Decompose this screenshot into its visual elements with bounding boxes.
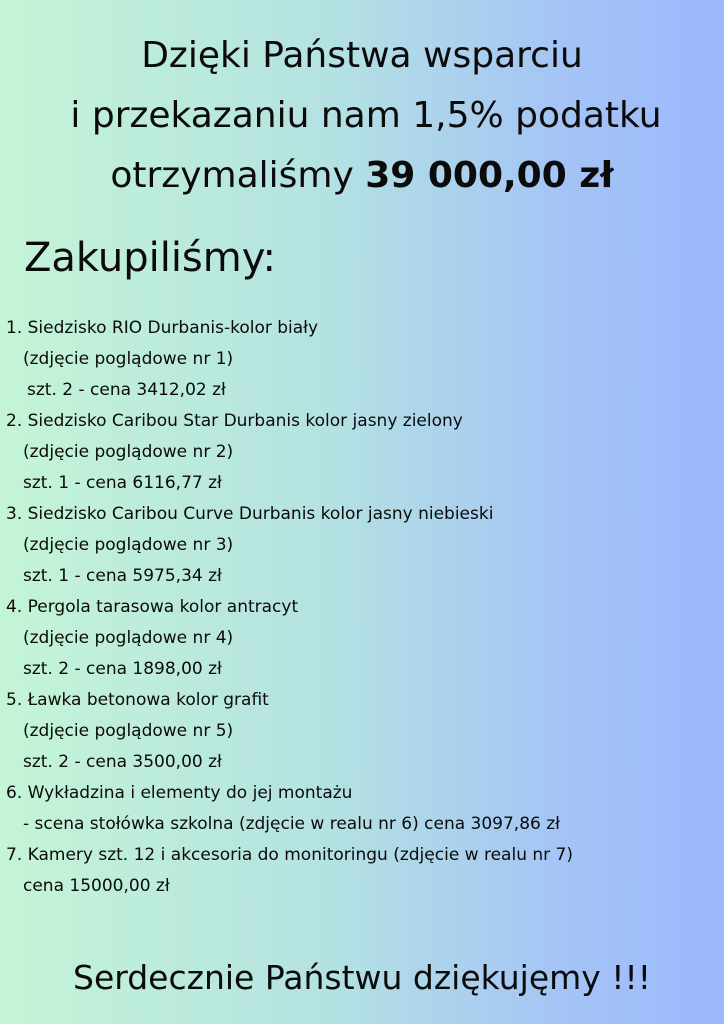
item-1-title: 1. Siedzisko RIO Durbanis-kolor biały — [6, 318, 319, 338]
purchase-list — [6, 313, 718, 902]
item-7-title: 7. Kamery szt. 12 i akcesoria do monitoringu (zdjęcie w realu nr 7) — [6, 845, 573, 865]
headline — [0, 26, 724, 206]
headline-line-3 — [0, 146, 724, 206]
item-3-title: 3. Siedzisko Caribou Curve Durbanis kolor jasny niebieski — [6, 504, 494, 524]
item-3-qty-price: szt. 1 - cena 5975,34 zł — [23, 566, 222, 586]
item-2-photo-note: (zdjęcie poglądowe nr 2) — [23, 442, 234, 462]
item-2-qty-price: szt. 1 - cena 6116,77 zł — [23, 473, 222, 493]
item-6-title: 6. Wykładzina i elementy do jej montażu — [6, 783, 353, 803]
headline-line-1: Dzięki Państwa wsparciu — [141, 35, 583, 76]
item-7-detail: cena 15000,00 zł — [23, 876, 170, 896]
item-5-photo-note: (zdjęcie poglądowe nr 5) — [23, 721, 234, 741]
item-4-photo-note: (zdjęcie poglądowe nr 4) — [23, 628, 234, 648]
purchases-heading: Zakupiliśmy: — [24, 235, 276, 281]
item-4-title: 4. Pergola tarasowa kolor antracyt — [6, 597, 299, 617]
closing-thanks: Serdecznie Państwu dziękujęmy !!! — [73, 958, 651, 997]
headline-line-2: i przekazaniu nam 1,5% podatku — [70, 95, 662, 136]
item-5-title: 5. Ławka betonowa kolor grafit — [6, 690, 269, 710]
item-2-title: 2. Siedzisko Caribou Star Durbanis kolor jasny zielony — [6, 411, 463, 431]
headline-line-3-prefix: otrzymaliśmy — [110, 155, 366, 196]
item-6-detail: - scena stołówka szkolna (zdjęcie w realu nr 6) cena 3097,86 zł — [23, 814, 561, 834]
item-5-qty-price: szt. 2 - cena 3500,00 zł — [23, 752, 222, 772]
item-1-photo-note: (zdjęcie poglądowe nr 1) — [23, 349, 234, 369]
donation-amount: 39 000,00 zł — [365, 155, 614, 196]
item-1-qty-price: szt. 2 - cena 3412,02 zł — [27, 380, 226, 400]
item-4-qty-price: szt. 2 - cena 1898,00 zł — [23, 659, 222, 679]
item-3-photo-note: (zdjęcie poglądowe nr 3) — [23, 535, 234, 555]
